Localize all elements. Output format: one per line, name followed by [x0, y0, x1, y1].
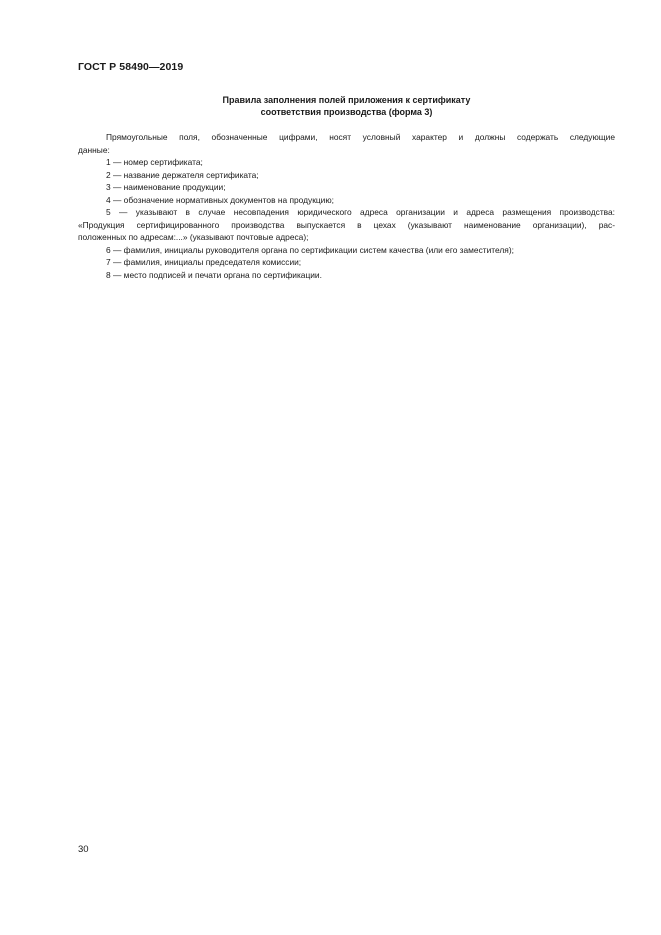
list-item: 6 — фамилия, инициалы руководителя органа по сертификации систем качества (или его заместителя);: [106, 244, 514, 255]
list-item: 8 — место подписей и печати органа по сертификации.: [106, 270, 322, 281]
list-item-continuation: положенных по адресам:...» (указывают почтовые адреса);: [78, 232, 309, 243]
document-header: ГОСТ Р 58490—2019: [78, 61, 184, 73]
intro-paragraph-line: данные:: [78, 144, 110, 155]
section-title-line: соответствия производства (форма 3): [260, 107, 433, 117]
list-item: 5 — указывают в случае несовпадения юридического адреса организации и адреса размещения производства:: [106, 207, 615, 218]
list-item-continuation: «Продукция сертифицированного производства выпускается в цехах (указывают наименование организации), рас-: [78, 219, 615, 230]
section-title: [78, 94, 615, 118]
list-item: 1 — номер сертификата;: [106, 157, 203, 168]
document-body: [78, 131, 615, 282]
section-title-line: Правила заполнения полей приложения к сертификату: [222, 95, 471, 105]
list-item: 4 — обозначение нормативных документов на продукцию;: [106, 194, 334, 205]
list-item: 2 — название держателя сертификата;: [106, 169, 259, 180]
intro-paragraph-line: Прямоугольные поля, обозначенные цифрами, носят условный характер и должны содержать следующие: [106, 132, 615, 142]
list-item: 3 — наименование продукции;: [106, 182, 226, 193]
list-item: 7 — фамилия, инициалы председателя комиссии;: [106, 257, 302, 268]
page-number: 30: [78, 844, 89, 855]
